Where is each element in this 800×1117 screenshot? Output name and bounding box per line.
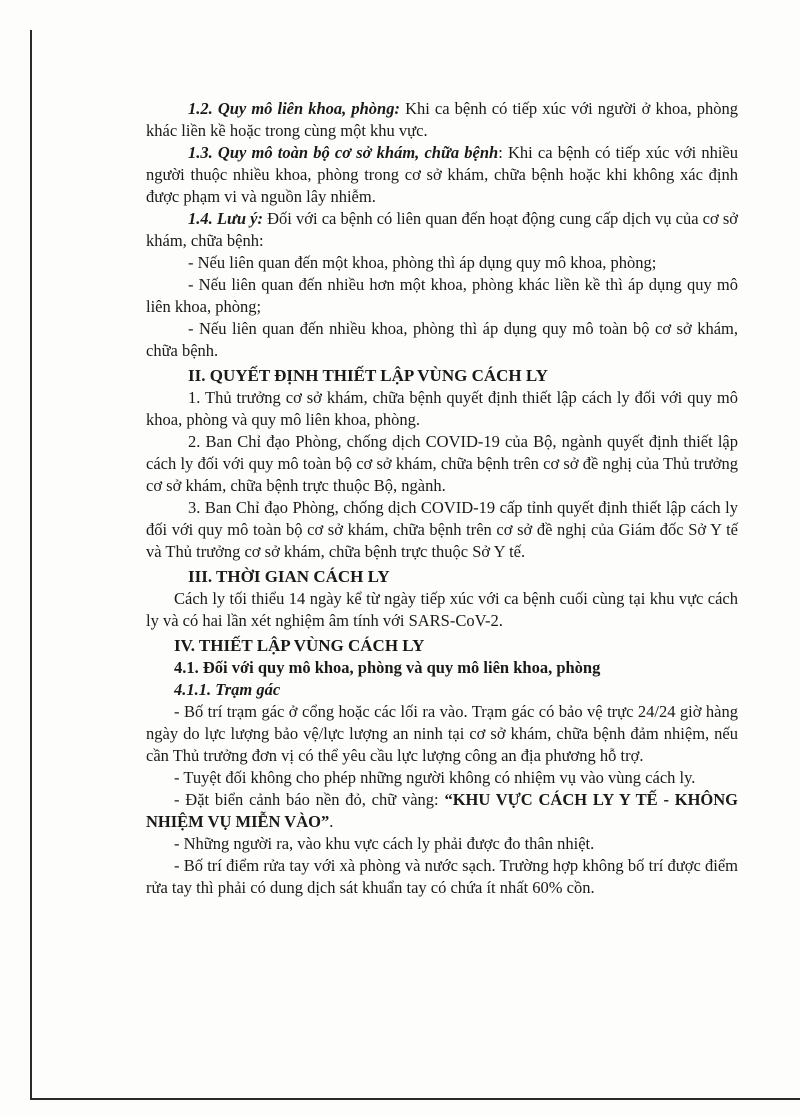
section-4-1-heading: 4.1. Đối với quy mô khoa, phòng và quy mô liên khoa, phòng [174,658,601,677]
list-item: - Những người ra, vào khu vực cách ly phải được đo thân nhiệt. [174,834,595,853]
section-3-text: Cách ly tối thiểu 14 ngày kể từ ngày tiếp xúc với ca bệnh cuối cùng tại khu vực cách ly và có hai lần xét nghiệm âm tính với SARS-CoV-2. [146,589,738,630]
document-body [146,98,738,899]
list-item: - Bố trí điểm rửa tay với xà phòng và nước sạch. Trường hợp không bố trí được điểm rửa tay thì phải có dung dịch sát khuẩn tay có chứa ít nhất 60% cồn. [146,856,738,897]
list-item: 3. Ban Chỉ đạo Phòng, chống dịch COVID-19 cấp tỉnh quyết định thiết lập cách ly đối với quy mô toàn bộ cơ sở khám, chữa bệnh trên cơ sở đề nghị của Giám đốc Sở Y tế và Thủ trưởng cơ sở khám, chữa bệnh trực thuộc Sở Y tế. [146,498,738,561]
bottom-rule [30,1098,800,1100]
section-1-4-text: Đối với ca bệnh có liên quan đến hoạt động cung cấp dịch vụ của cơ sở khám, chữa bệnh: [146,209,738,250]
list-item: - Nếu liên quan đến một khoa, phòng thì áp dụng quy mô khoa, phòng; [188,253,657,272]
warning-sign-suffix: . [329,812,334,831]
list-item: - Tuyệt đối không cho phép những người không có nhiệm vụ vào vùng cách ly. [174,768,696,787]
section-1-3 [146,142,738,208]
section-1-2 [146,98,738,142]
section-3-heading: III. THỜI GIAN CÁCH LY [188,567,390,586]
list-item: - Nếu liên quan đến nhiều hơn một khoa, phòng khác liền kề thì áp dụng quy mô liên khoa, phòng; [146,275,738,316]
section-1-2-label: 1.2. Quy mô liên khoa, phòng: [188,99,400,118]
warning-sign-text: “KHU VỰC CÁCH LY Y TẾ - KHÔNG NHIỆM VỤ MIỄN VÀO” [146,790,738,831]
left-margin-rule [30,30,32,1100]
section-1-4 [146,208,738,252]
section-4-heading: IV. THIẾT LẬP VÙNG CÁCH LY [174,636,425,655]
warning-sign-prefix: - Đặt biển cảnh báo nền đỏ, chữ vàng: [174,790,445,809]
list-item: 1. Thủ trưởng cơ sở khám, chữa bệnh quyết định thiết lập cách ly đối với quy mô khoa, phòng và quy mô liên khoa, phòng. [146,388,738,429]
section-1-3-text: : Khi ca bệnh có tiếp xúc với nhiều người thuộc nhiều khoa, phòng trong cơ sở khám, chữa bệnh hoặc khi không xác định được phạm vi và nguồn lây nhiễm. [146,143,738,206]
list-item: - Nếu liên quan đến nhiều khoa, phòng thì áp dụng quy mô toàn bộ cơ sở khám, chữa bệnh. [146,319,738,360]
warning-sign-item [146,789,738,833]
list-item: - Bố trí trạm gác ở cổng hoặc các lối ra vào. Trạm gác có bảo vệ trực 24/24 giờ hàng ngày do lực lượng bảo vệ/lực lượng an ninh tại cơ sở khám, chữa bệnh đảm nhiệm, nếu cần Thủ trưởng đơn vị có thể yêu cầu lực lượng công an địa phương hỗ trợ. [146,702,738,765]
section-1-4-label: 1.4. Lưu ý: [188,209,263,228]
section-4-1-1-heading: 4.1.1. Trạm gác [174,680,281,699]
list-item: 2. Ban Chỉ đạo Phòng, chống dịch COVID-19 của Bộ, ngành quyết định thiết lập cách ly đối với quy mô toàn bộ cơ sở khám, chữa bệnh trên cơ sở đề nghị của Thủ trưởng cơ sở khám, chữa bệnh trực thuộc Bộ, ngành. [146,432,738,495]
section-1-3-label: 1.3. Quy mô toàn bộ cơ sở khám, chữa bệnh [188,143,499,162]
section-1-2-text: Khi ca bệnh có tiếp xúc với người ở khoa, phòng khác liền kề hoặc trong cùng một khu vực. [146,99,738,140]
section-2-heading: II. QUYẾT ĐỊNH THIẾT LẬP VÙNG CÁCH LY [188,366,548,385]
